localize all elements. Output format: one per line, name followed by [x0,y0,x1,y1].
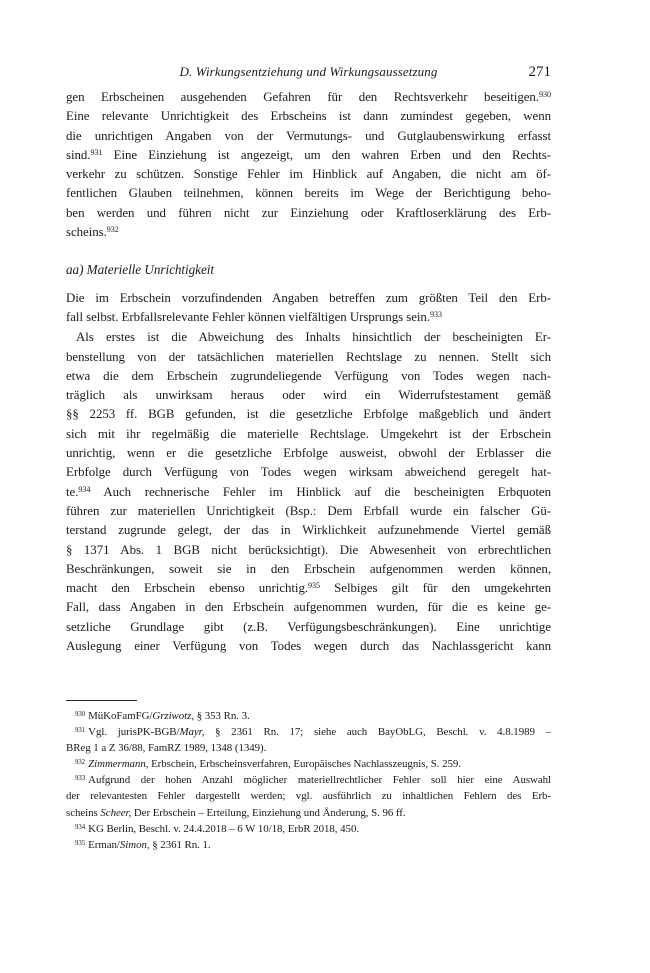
text-line [66,289,551,308]
footnote-ref: 935 [75,839,86,847]
text-line [66,560,551,579]
text-line [66,724,551,740]
text-line [66,405,551,424]
footnote-934 [66,821,551,837]
italic-text: Mayr, [179,726,205,739]
text-line [66,348,551,367]
text-run: Selbiges gilt für den umgekehrten [320,581,551,596]
text-run: verkehr zu schützen. Sonstige Fehler im Hinblick auf Angaben, die nicht am öf- [66,167,551,182]
text-run: führen zur materiellen Unrichtigkeit (Bsp.: Dem Erbfall wurde ein falscher Gü- [66,503,551,518]
text-line [66,708,551,724]
text-run: sind. [66,147,91,162]
text-run: Aufgrund der hohen Anzahl möglicher materiellrechtlicher Fehler soll hier eine Auswahl [88,774,551,787]
text-run: ben werden und führen nicht zur Einziehung oder Kraftloserklärung des Erb- [66,205,551,220]
text-run: Auch rechnerische Fehler im Hinblick auf die bescheinigten Erbquoten [90,484,551,499]
text-run: fall selbst. Erbfallsrelevante Fehler können vielfältigen Ursprungs sein. [66,309,430,324]
footnotes-block [66,708,551,853]
text-run: KG Berlin, Beschl. v. 24.4.2018 – 6 W 10/18, ErbR 2018, 450. [88,822,360,835]
text-run: sich mit ihr regelmäßig die materielle Rechtslage. Umgekehrt ist der Erbschein [66,426,551,441]
text-line [66,756,551,772]
text-line [66,541,551,560]
footnote-ref: 932 [75,759,86,767]
text-line [66,204,551,223]
text-line [66,223,551,242]
page-number: 271 [528,64,551,80]
text-run: Erman/ [88,838,120,851]
text-line [66,821,551,837]
footnote-935 [66,837,551,853]
paragraph-materielle-2 [66,328,551,656]
text-run: fentlichen Glauben teilnehmen, können bereits im Wege der Berichtigung beho- [66,186,551,201]
text-run: Erbfolge durch Verfügung von Todes wegen wirksam abweichend geregelt hat- [66,465,551,480]
footnote-ref: 930 [75,710,86,718]
text-line [66,805,551,821]
italic-text: Simon, [119,838,150,851]
text-run: benstellung von der tatsächlichen materiellen Rechtslage zu nennen. Stellt sich [66,349,551,364]
footnote-ref: 934 [75,823,86,831]
text-run: BReg 1 a Z 36/88, FamRZ 1989, 1348 (1349). [66,742,267,755]
text-line [66,579,551,598]
text-line [66,788,551,804]
text-line [66,386,551,405]
text-run: Erbschein, Erbscheinsverfahren, Europäisches Nachlasszeugnis, S. 259. [148,758,461,771]
italic-text: Grziwotz, [152,710,195,722]
text-line [66,521,551,540]
text-run: macht den Erbschein ebenso unrichtig. [66,581,309,596]
footnote-ref: 930 [538,90,551,100]
main-text [66,88,551,656]
text-run: der relevantesten Fehler dargestellt werden; vgl. ausführlich zu inhaltlichen Fehlern des Erb- [66,790,551,803]
text-run: Als erstes ist die Abweichung des Inhalts hinsichtlich der bescheinigten Er- [76,330,551,345]
text-run: scheins [66,806,101,819]
text-line [66,127,551,146]
text-line [66,367,551,386]
text-run: § 2361 Rn. 1. [149,838,211,851]
footnote-933 [66,772,551,820]
footnote-ref: 931 [75,727,86,735]
text-run: Auslegung einer Verfügung von Todes wegen durch das Nachlassgericht kann [66,639,551,654]
footnote-ref: 933 [75,775,86,783]
text-run: Fall, dass Angaben in den Erbschein aufgenommen wurden, für die es keine ge- [66,600,551,615]
paragraph-continuation [66,88,551,242]
footnote-ref: 935 [308,581,321,591]
footnote-ref: 933 [430,310,443,320]
text-run: § 2361 Rn. 17; siehe auch BayObLG, Beschl. v. 4.8.1989 – [204,726,552,739]
text-run: Beschränkungen, soweit sie in den Erbschein aufgenommen werden können, [66,561,551,576]
text-run: § 353 Rn. 3. [194,710,250,722]
text-line [66,165,551,184]
text-line [66,444,551,463]
footnote-ref: 934 [78,484,91,494]
text-run: Eine relevante Unrichtigkeit des Erbscheins ist dann zumindest gegeben, wenn [66,109,551,124]
footnote-931 [66,724,551,756]
text-run: gen Erbscheinen ausgehenden Gefahren für den Rechtsverkehr beseitigen. [66,90,539,104]
text-line [66,184,551,203]
text-line [66,308,551,327]
text-run: terstand zugrunde gelegt, der das in Wirklichkeit aufzunehmende Viertel gemäß [66,523,551,538]
footnote-separator [66,700,137,701]
text-run: Vgl. jurisPK-BGB/ [88,726,180,739]
text-line [66,146,551,165]
text-line [66,598,551,617]
text-line [66,328,551,347]
text-run: MüKoFamFG/ [88,710,153,722]
text-run: träglich als unwirksam heraus oder wird ein Widerrufstestament gemäß [66,388,551,403]
text-run: Eine Einziehung ist angezeigt, um den wahren Erben und den Rechts- [102,147,551,162]
text-run: te. [66,484,79,499]
text-run: die unrichtigen Angaben von der Vermutungs- und Gutglaubenswirkung erfasst [66,128,551,143]
section-heading: aa) Materielle Unrichtigkeit [66,262,215,278]
text-run: unrichtig, wenn er die gesetzliche Erbfolge ausweist, obwohl der Erblasser die [66,446,551,461]
text-line [66,772,551,788]
text-run: scheins. [66,225,107,240]
page-header [66,62,551,82]
running-title: D. Wirkungsentziehung und Wirkungsaussetzung [179,64,438,79]
text-run: §§ 2253 ff. BGB gefunden, ist die gesetzliche Erbfolge maßgeblich und ändert [66,407,551,422]
text-line [66,837,551,853]
text-line [66,483,551,502]
paragraph-materielle-1 [66,289,551,328]
text-line [66,425,551,444]
text-run: Der Erbschein – Erteilung, Einziehung und Änderung, S. 96 ff. [131,806,406,819]
text-line [66,502,551,521]
text-line [66,740,551,756]
text-run: etwa die dem Erbschein zugrundeliegende Verfügung von Todes wegen nach- [66,368,551,383]
footnote-ref: 932 [106,225,119,235]
footnote-930 [66,708,551,724]
footnote-ref: 931 [90,148,103,158]
text-run: setzliche Grundlage gibt (z.B. Verfügungsbeschränkungen). Eine unrichtige [66,619,551,634]
text-line [66,637,551,656]
text-line [66,88,551,107]
text-run: Die im Erbschein vorzufindenden Angaben betreffen zum größten Teil den Erb- [66,290,551,305]
text-line [66,618,551,637]
italic-text: Zimmermann, [88,758,149,771]
footnote-932 [66,756,551,772]
text-run: § 1371 Abs. 1 BGB nicht berücksichtigt). Die Abwesenheit von erbrechtlichen [66,542,551,557]
text-line [66,463,551,482]
text-line [66,107,551,126]
italic-text: Scheer, [100,806,132,819]
